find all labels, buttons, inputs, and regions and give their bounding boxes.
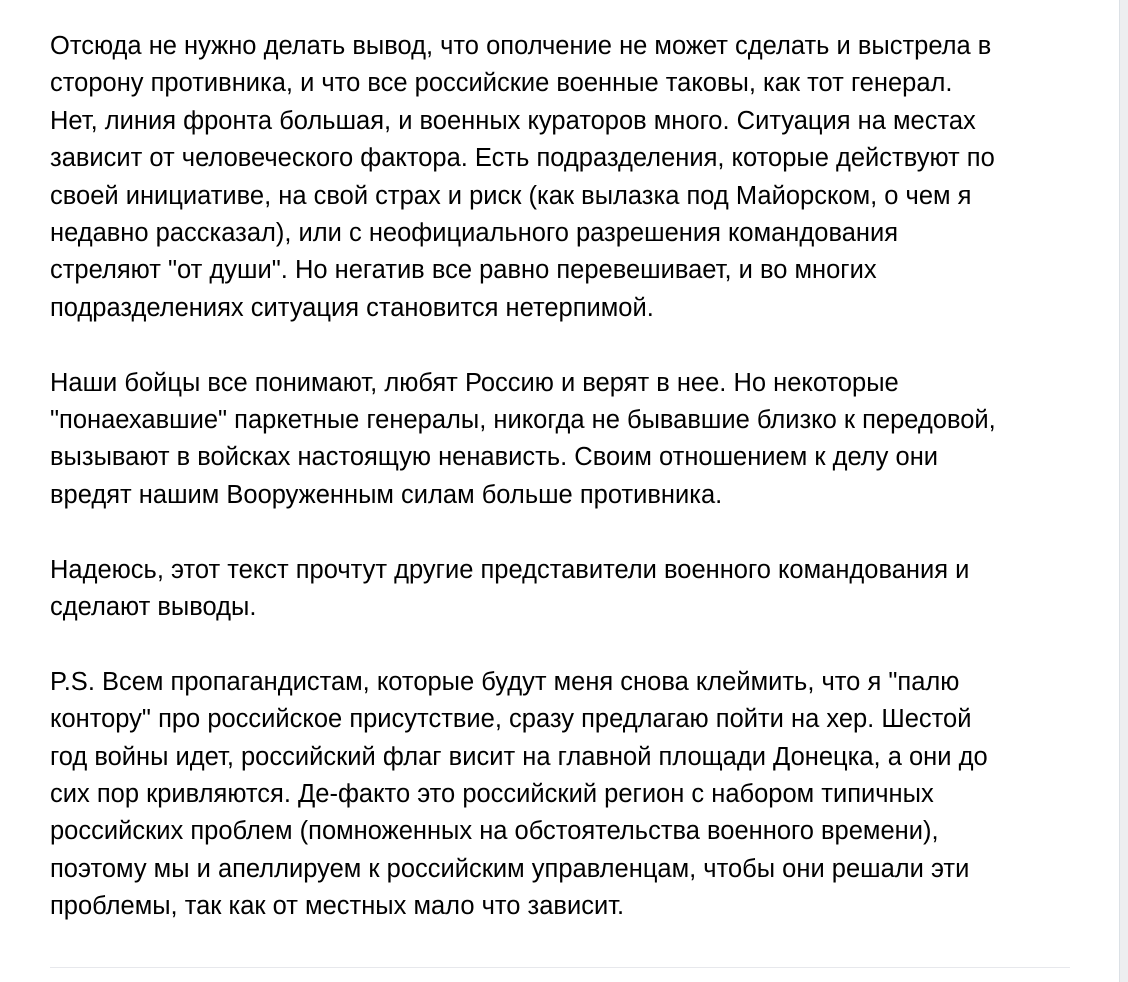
post-paragraph-2: Наши бойцы все понимают, любят Россию и верят в нее. Но некоторые "понаехавшие" паркетные генералы, никогда не бывавшие близко к передовой, вызывают в войсках настоящую ненависть. Своим отношением к делу они вредят нашим Вооруженным силам больше противника.	[50, 368, 996, 509]
post-paragraph-4: P.S. Всем пропагандистам, которые будут меня снова клеймить, что я "палю контору" про российское присутствие, сразу предлагаю пойти на хер. Шестой год войны идет, российский флаг висит на главной площади Донецка, а они до сих пор кривляются. Де-факто это российский регион с набором типичных российских проблем (помноженных на обстоятельства военного времени), поэтому мы и апеллируем к российским управленцам, чтобы они решали эти проблемы, так как от местных мало что зависит.	[50, 667, 988, 921]
post-text	[50, 28, 1090, 926]
post-paragraph-3: Надеюсь, этот текст прочтут другие представители военного командования и сделают выводы.	[50, 555, 970, 622]
post-divider	[50, 967, 1070, 968]
post-paragraph-1: Отсюда не нужно делать вывод, что ополчение не может сделать и выстрела в сторону противника, и что все российские военные таковы, как тот генерал. Нет, линия фронта большая, и военных кураторов много. Ситуация на местах зависит от человеческого фактора. Есть подразделения, которые действуют по своей инициативе, на свой страх и риск (как вылазка под Майорском, о чем я недавно рассказал), или с неофициального разрешения командования стреляют "от души". Но негатив все равно перевешивает, и во многих подразделениях ситуация становится нетерпимой.	[50, 32, 995, 322]
